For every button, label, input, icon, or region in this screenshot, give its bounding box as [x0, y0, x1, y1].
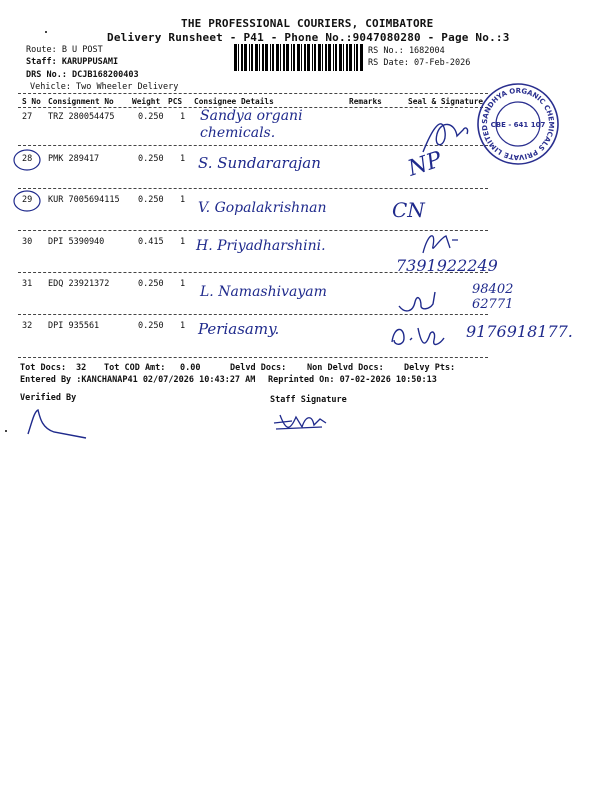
barcode-bar [360, 44, 363, 71]
barcode-bar [297, 44, 300, 71]
col-signature: Seal & Signature [408, 97, 484, 106]
row-phone: 9176918177. [466, 322, 573, 341]
company-title: THE PROFESSIONAL COURIERS, COIMBATORE [181, 17, 434, 30]
barcode-bar [262, 44, 264, 71]
row-separator [18, 188, 488, 189]
table-bottom-rule [18, 357, 488, 358]
row-pcs: 1 [180, 321, 186, 331]
row-sno: 27 [22, 112, 33, 122]
barcode-bar [335, 44, 337, 71]
barcode [234, 44, 364, 71]
barcode-bar [307, 44, 310, 71]
row-consignment: KUR 7005694115 [48, 195, 120, 205]
entered-by: Entered By :KANCHANAP41 02/07/2026 10:43:27 AM [20, 375, 256, 385]
barcode-bar [265, 44, 268, 71]
barcode-bar [238, 44, 239, 71]
row-consignee: S. Sundararajan [198, 154, 321, 172]
table-top-rule [18, 93, 488, 94]
staff-signature-label: Staff Signature [270, 395, 347, 405]
barcode-bar [293, 44, 295, 71]
barcode-bar [349, 44, 352, 71]
barcode-bar [244, 44, 247, 71]
row-pcs: 1 [180, 195, 186, 205]
row-weight: 0.250 [138, 279, 164, 289]
runsheet-subtitle: Delivery Runsheet - P41 - Phone No.:9047080280 - Page No.:3 [107, 31, 510, 44]
barcode-bar [328, 44, 331, 71]
row-pcs: 1 [180, 237, 186, 247]
col-pcs: PCS [168, 97, 183, 106]
stray-dot [5, 430, 7, 432]
barcode-bar [356, 44, 358, 71]
barcode-bar [314, 44, 316, 71]
barcode-bar [280, 44, 281, 71]
stamp-arc-text: SANDHYA ORGANIC CHEMICALS PRIVATE LIMITED [480, 86, 556, 162]
staff-label: Staff: KARUPPUSAMI [26, 57, 119, 67]
col-consignment: Consignment No [48, 97, 114, 106]
rs-date: RS Date: 07-Feb-2026 [368, 58, 471, 68]
row-consignment: EDQ 23921372 [48, 279, 110, 289]
barcode-bar [291, 44, 292, 71]
verified-by-signature [24, 404, 94, 444]
signature-scribble-27 [415, 112, 475, 162]
row-signature: CN [392, 198, 425, 222]
barcode-bar [272, 44, 274, 71]
col-weight: Weight [132, 97, 161, 106]
barcode-bar [333, 44, 334, 71]
row-sno: 32 [22, 321, 33, 331]
row-consignment: PMK 289417 [48, 154, 100, 164]
drs-label: DRS No.: DCJB168200403 [26, 70, 139, 80]
route-label: Route: B U POST [26, 45, 103, 55]
row-weight: 0.250 [138, 195, 164, 205]
non-delvd-docs-label: Non Delvd Docs: [307, 363, 384, 373]
row-consignee: Periasamy. [198, 320, 280, 338]
barcode-bar [286, 44, 289, 71]
row-phone: 98402 62771 [472, 282, 514, 312]
barcode-bar [283, 44, 285, 71]
barcode-bar [322, 44, 323, 71]
row-phone: 7391922249 [396, 256, 498, 275]
row-weight: 0.250 [138, 321, 164, 331]
row-consignment: TRZ 280054475 [48, 112, 115, 122]
row-sno: 30 [22, 237, 33, 247]
row-consignment: DPI 935561 [48, 321, 100, 331]
row-sno: 29 [22, 195, 33, 205]
col-remarks: Remarks [349, 97, 382, 106]
stamp-code: CBE - 641 107 [490, 121, 546, 129]
barcode-bar [339, 44, 342, 71]
barcode-bar [343, 44, 344, 71]
row-pcs: 1 [180, 279, 186, 289]
barcode-bar [301, 44, 302, 71]
row-separator [18, 272, 488, 273]
signature-scribble-31 [395, 288, 445, 318]
signature-scribble-32 [388, 320, 458, 350]
row-weight: 0.250 [138, 112, 164, 122]
tot-cod-value: 0.00 [180, 363, 201, 373]
staff-signature-scribble [272, 405, 342, 435]
barcode-bar [312, 44, 313, 71]
barcode-bar [354, 44, 355, 71]
barcode-bar [234, 44, 237, 71]
row-pcs: 1 [180, 154, 186, 164]
row-consignee: L. Namashivayam [200, 284, 327, 300]
row-weight: 0.415 [138, 237, 164, 247]
row-sno: 31 [22, 279, 33, 289]
tot-cod-label: Tot COD Amt: [104, 363, 166, 373]
delvy-pts-label: Delvy Pts: [404, 363, 456, 373]
barcode-bar [270, 44, 271, 71]
barcode-bar [249, 44, 250, 71]
barcode-bar [325, 44, 327, 71]
vehicle-label: Vehicle: Two Wheeler Delivery [30, 82, 179, 92]
stray-dot [45, 31, 47, 33]
signature-scribble-30 [418, 228, 468, 258]
company-seal-stamp [476, 82, 560, 166]
barcode-bar [346, 44, 348, 71]
verified-by-label: Verified By [20, 393, 77, 403]
row-pcs: 1 [180, 112, 186, 122]
tot-docs-value: 32 [76, 363, 87, 373]
row-consignee: V. Gopalakrishnan [198, 200, 327, 216]
barcode-bar [259, 44, 260, 71]
barcode-bar [251, 44, 253, 71]
row-consignee: Sandya organi chemicals. [200, 108, 303, 141]
delvd-docs-label: Delvd Docs: [230, 363, 287, 373]
tot-docs-label: Tot Docs: [20, 363, 67, 373]
row-sno: 28 [22, 154, 33, 164]
barcode-bar [276, 44, 279, 71]
row-consignment: DPI 5390940 [48, 237, 105, 247]
barcode-bar [241, 44, 243, 71]
row-weight: 0.250 [138, 154, 164, 164]
col-consignee: Consignee Details [194, 97, 274, 106]
barcode-bar [304, 44, 306, 71]
row-signature: NP [404, 147, 446, 182]
col-sno: S No [22, 97, 41, 106]
barcode-bar [255, 44, 258, 71]
barcode-bar [318, 44, 321, 71]
reprinted-on: Reprinted On: 07-02-2026 10:50:13 [268, 375, 437, 385]
row-consignee: H. Priyadharshini. [196, 238, 326, 254]
rs-number: RS No.: 1682004 [368, 46, 445, 56]
